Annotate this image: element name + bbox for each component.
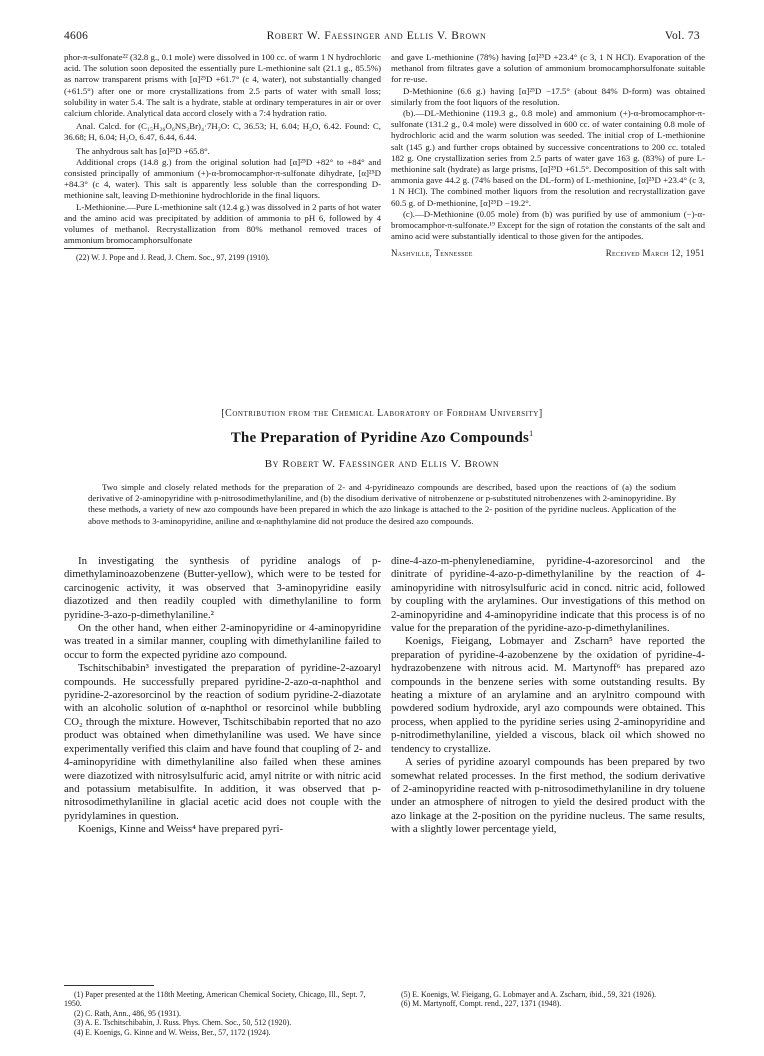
title-footnote-mark: 1 [529, 429, 534, 438]
article-title-text: The Preparation of Pyridine Azo Compounds [230, 430, 530, 446]
footnotes-right [391, 983, 705, 1009]
paragraph: Additional crops (14.8 g.) from the original solution had [α]²⁵D +82° to +84° and consisted principally of ammonium (+)-α-bromocamphor-π-sulfonate dihydrate, [α]²⁵D +84.3° (c 4, water). This salt is apparently less soluble than the corresponding D-methionine salt, leaving D-methionine hydrochloride in the final liquors. [64, 156, 381, 201]
running-head-authors: Robert W. Faessinger and Ellis V. Brown [266, 30, 487, 42]
running-head [64, 30, 700, 42]
paragraph: A series of pyridine azoaryl compounds has been prepared by two somewhat related processes. In the first method, the sodium derivative of 2-aminopyridine reacted with p-nitrosodimethylaniline in dry toluene under an atmosphere of nitrogen to yield the desired product with the azo linkage at the 2-position on the pyridine nucleus. The same results, with a slightly lower percentage yield, [391, 756, 705, 836]
article-title [64, 429, 700, 447]
footnote-divider [64, 985, 154, 986]
received-date: Received March 12, 1951 [605, 248, 705, 259]
paragraph: L-Methionine.—Pure L-methionine salt (12.4 g.) was dissolved in 2 parts of hot water and the amino acid was precipitated by addition of ammonia to pH 6, followed by 4 volumes of methanol. Recrystallization from 80% methanol removed traces of ammonium bromocamphorsulfonate [64, 201, 381, 246]
article-right-column [391, 555, 705, 837]
footnotes-left [64, 983, 381, 1037]
footnote: (1) Paper presented at the 118th Meeting, American Chemical Society, Chicago, Ill., Sept. 7, 1950. [64, 990, 366, 1009]
paragraph: and gave L-methionine (78%) having [α]²⁵D +23.4° (c 3, 1 N HCl). Evaporation of the methanol from filtrates gave a solution of ammonium bromocamphorsulfonate suitable for re-use. [391, 52, 705, 85]
footnote-divider [64, 248, 134, 249]
paragraph: Koenigs, Kinne and Weiss⁴ have prepared pyri- [78, 823, 284, 836]
article-left-column [64, 555, 381, 837]
volume-number: Vol. 73 [664, 30, 700, 42]
location: Nashville, Tennessee [391, 248, 473, 259]
paragraph: Koenigs, Fieigang, Lobmayer and Zscharn⁵ have reported the preparation of pyridine-4-azobenzene by the oxidation of pyridine-4-hydrazobenzene with nitrous acid. M. Martynoff⁶ has prepared azo compounds in the benzene series with some outstanding results. By heating a mixture of an arylamine and an arylnitro compound with powdered sodium hydroxide, aryl azo compounds were obtained. This process, when applied to the pyridine series using 2-aminopyridine and p-nitrodimethylaniline, yielded a viscous, black oil which showed no tendency to crystallize. [391, 635, 705, 755]
paragraph: (c).—D-Methionine (0.05 mole) from (b) was purified by use of ammonium (−)-α-bromocamphor-π-sulfonate.¹⁹ Except for the sign of rotation the constants of the salt and amino acid were substantially identical to those given for the antipodes. [391, 208, 705, 242]
paragraph: Tschitschibabin³ investigated the preparation of pyridine-2-azoaryl compounds. He successfully prepared pyridine-2-azo-α-naphthol and pyridine-2-azoresorcinol by the reaction of sodium pyridine-2-diazotate with an alcoholic solution of α-naphthol or resorcinol while bubbling CO₂ through the mixture. However, Tschitschibabin reported that no azo product was obtained when dimethylaniline was used. We have since experimentally verified this claim and have found that coupling of 2- and 4-aminopyridine with dimethylaniline also failed when these amines were diazotized with nitrosylsulfuric acid, amyl nitrite or with nitric acid and potassium metabisulfite. In addition, it was observed that p-nitrosodimethylaniline in glacial acetic acid does not couple with the pyridylamines in question. [64, 662, 381, 822]
article-end-line [391, 248, 705, 259]
footnote: (3) A. E. Tschitschibabin, J. Russ. Phys. Chem. Soc., 50, 512 (1920). [74, 1018, 292, 1028]
footnote: (2) C. Rath, Ann., 486, 95 (1931). [74, 1008, 181, 1018]
footnote: (4) E. Koenigs, G. Kinne and W. Weiss, Ber., 57, 1172 (1924). [74, 1027, 271, 1037]
paragraph: D-Methionine (6.6 g.) having [α]²⁵D −17.5° (about 84% D-form) was obtained similarly from the foot liquors of the resolution. [391, 85, 705, 107]
paragraph: (b).—DL-Methionine (119.3 g., 0.8 mole) and ammonium (+)-α-bromocamphor-π-sulfonate (131.2 g., 0.4 mole) were dissolved in 600 cc. of water containing 0.8 mole of hydrochloric acid and the warm solution was seeded. The initial crop of L-methionine salt (145 g.) and further crops obtained by successive concentrations to 200 cc. totaled 182 g. One crystallization series from 2.5 parts of water gave 163 g. (83%) of pure L-methionine salt (hydrate) as large prisms, [α]²⁵D +61.5°. Decomposition of this salt with ammonia gave 44.2 g. (74% based on the DL-form) of L-methionine, [α]²⁵D +23.4° (c 3, 1 N HCl). The combined mother liquors from the resolution and recrystallization gave 60.5 g. of D-methionine, [α]²⁵D −19.2°. [391, 108, 705, 208]
paragraph: The anhydrous salt has [α]²⁵D +65.8°. [76, 145, 210, 156]
paragraph: In investigating the synthesis of pyridine analogs of p-dimethylaminoazobenzene (Butter-yellow), which were to be tested for carcinogenic activity, it was observed that 3-aminopyridine easily diazotized and then readily coupled with dimethylaniline to form pyridine-3-azo-p-dimethylaniline.² [64, 555, 381, 621]
article-authors: By Robert W. Faessinger and Ellis V. Brown [264, 458, 500, 470]
contribution-line: [Contribution from the Chemical Laboratory of Fordham University] [221, 408, 543, 419]
footnote: (5) E. Koenigs, W. Fieigang, G. Lobmayer and A. Zscharn, ibid., 59, 321 (1926). [401, 990, 657, 999]
abstract: Two simple and closely related methods for the preparation of 2- and 4-pyridineazo compounds are described, based upon the reactions of (a) the sodium derivative of 2-aminopyridine with p-nitrosodimethylaniline, and (b) the disodium derivative of nitrobenzene or p-substituted nitrobenzenes with 2-aminopyridine. By these methods, a variety of new azo compounds have been prepared in which the azo linkage is attached to the 2- position of the pyridine nucleus. Application of the above methods to 3-aminopyridine, aniline and α-naphthylamine did not produce the desired azo compounds. [88, 482, 676, 526]
paragraph: dine-4-azo-m-phenylenediamine, pyridine-4-azoresorcinol and the dinitrate of pyridine-4-azo-p-dimethylaniline by the reaction of 4-aminopyridine with nitrosylsulfuric acid in concd. nitric acid, followed by coupling with the arylamines. Our investigations of this method on 2-aminopyridine and 4-aminopyridine indicate that this process is of no value for the preparation of the pyridine-azo-p-dimethylanilines. [391, 555, 705, 635]
footnote: (22) W. J. Pope and J. Read, J. Chem. Soc., 97, 2199 (1910). [76, 253, 270, 263]
paragraph: Anal. Calcd. for (C₁₅H₂₆O₆NS₂Br)₄·7H₂O: C, 36.53; H, 6.04; H₂O, 6.42. Found: C, 36.68; H, 6.04; H₂O, 6.47, 6.44, 6.44. [64, 121, 381, 143]
previous-article-right-column [391, 52, 705, 260]
paragraph: On the other hand, when either 2-aminopyridine or 4-aminopyridine was treated in a similar manner, coupling with dimethylaniline failed to occur to form the expected pyridine azo compound. [64, 622, 381, 661]
page-number: 4606 [64, 30, 89, 42]
footnote: (6) M. Martynoff, Compt. rend., 227, 1371 (1948). [401, 999, 562, 1009]
previous-article-left-column [64, 52, 381, 263]
paragraph: phor-π-sulfonate²² (32.8 g., 0.1 mole) were dissolved in 100 cc. of warm 1 N hydrochloric acid. The solution soon deposited the essentially pure L-methionine salt (21.1 g., 85.5%) as narrow transparent prisms with [α]²⁵D +61.7° (c 4, water), not substantially changed (+61.5°) after one or more crystallizations from 2.5 parts of water with small loss; solubility in water 5.4. The salt is a hydrate, stable at ordinary temperatures in air or over calcium chloride. Analytical data accord closely with a 7:4 hydration ratio. [64, 52, 381, 119]
